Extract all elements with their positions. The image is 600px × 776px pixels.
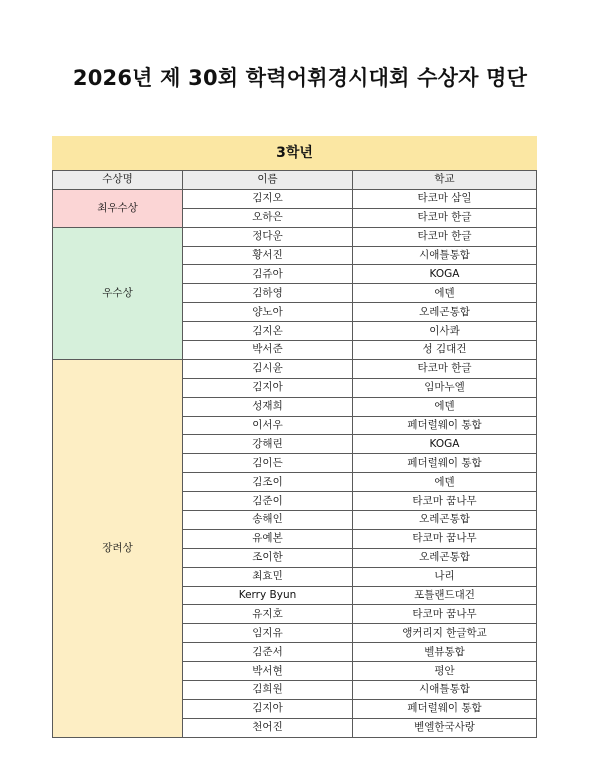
school-cell: 타코마 한글 — [353, 227, 537, 246]
award-cell: 우수상 — [53, 227, 183, 359]
awards-table-body — [53, 189, 537, 737]
name-cell: 성재희 — [183, 397, 353, 416]
school-cell: KOGA — [353, 265, 537, 284]
name-cell: 유예본 — [183, 529, 353, 548]
name-cell: 김준서 — [183, 643, 353, 662]
name-cell: 정다운 — [183, 227, 353, 246]
school-cell: 타코마 삼일 — [353, 189, 537, 208]
school-cell: 임마누엘 — [353, 378, 537, 397]
name-cell: 양노아 — [183, 303, 353, 322]
grade-header: 3학년 — [53, 137, 537, 171]
name-cell: 김하영 — [183, 284, 353, 303]
school-cell: 오레곤통합 — [353, 548, 537, 567]
school-cell: 오레곤통합 — [353, 511, 537, 530]
name-cell: 천어진 — [183, 718, 353, 737]
name-cell: 이서우 — [183, 416, 353, 435]
school-cell: 페더럴웨이 통합 — [353, 416, 537, 435]
table-row — [53, 189, 537, 208]
school-cell: KOGA — [353, 435, 537, 454]
table-row — [53, 359, 537, 378]
school-cell: 페더럴웨이 통합 — [353, 699, 537, 718]
school-column-header: 학교 — [353, 171, 537, 190]
award-cell: 최우수상 — [53, 189, 183, 227]
name-cell: 김시윤 — [183, 359, 353, 378]
school-cell: 타코마 꿈나무 — [353, 529, 537, 548]
award-column-header: 수상명 — [53, 171, 183, 190]
school-cell: 나리 — [353, 567, 537, 586]
table-row — [53, 227, 537, 246]
school-cell: 벨뷰통합 — [353, 643, 537, 662]
name-cell: 김이든 — [183, 454, 353, 473]
name-cell: 송해인 — [183, 511, 353, 530]
name-cell: 오하은 — [183, 208, 353, 227]
awards-table — [52, 136, 537, 738]
name-cell: 최효민 — [183, 567, 353, 586]
name-cell: 김준이 — [183, 492, 353, 511]
school-cell: 타코마 한글 — [353, 208, 537, 227]
school-cell: 오레곤통합 — [353, 303, 537, 322]
school-cell: 타코마 한글 — [353, 359, 537, 378]
name-cell: 김지오 — [183, 189, 353, 208]
school-cell: 시애틀통합 — [353, 681, 537, 700]
name-cell: 강해린 — [183, 435, 353, 454]
school-cell: 이사콰 — [353, 322, 537, 341]
school-cell: 타코마 꿈나무 — [353, 605, 537, 624]
name-cell: Kerry Byun — [183, 586, 353, 605]
name-cell: 임지유 — [183, 624, 353, 643]
school-cell: 벧엘한국사랑 — [353, 718, 537, 737]
name-cell: 김지아 — [183, 378, 353, 397]
name-cell: 김쥬아 — [183, 265, 353, 284]
name-column-header: 이름 — [183, 171, 353, 190]
school-cell: 앵커리지 한글학교 — [353, 624, 537, 643]
school-cell: 에덴 — [353, 473, 537, 492]
school-cell: 에덴 — [353, 284, 537, 303]
name-cell: 조이한 — [183, 548, 353, 567]
school-cell: 타코마 꿈나무 — [353, 492, 537, 511]
name-cell: 김희원 — [183, 681, 353, 700]
school-cell: 성 김대건 — [353, 341, 537, 360]
school-cell: 에덴 — [353, 397, 537, 416]
name-cell: 박서현 — [183, 662, 353, 681]
name-cell: 황서진 — [183, 246, 353, 265]
school-cell: 포틀랜드대건 — [353, 586, 537, 605]
page-title: 2026년 제 30회 학력어휘경시대회 수상자 명단 — [72, 66, 528, 90]
school-cell: 시애틀통합 — [353, 246, 537, 265]
award-cell: 장려상 — [53, 359, 183, 737]
name-cell: 박서준 — [183, 341, 353, 360]
name-cell: 김지온 — [183, 322, 353, 341]
school-cell: 페더럴웨이 통합 — [353, 454, 537, 473]
name-cell: 유지호 — [183, 605, 353, 624]
name-cell: 김조이 — [183, 473, 353, 492]
name-cell: 김지아 — [183, 699, 353, 718]
school-cell: 평안 — [353, 662, 537, 681]
